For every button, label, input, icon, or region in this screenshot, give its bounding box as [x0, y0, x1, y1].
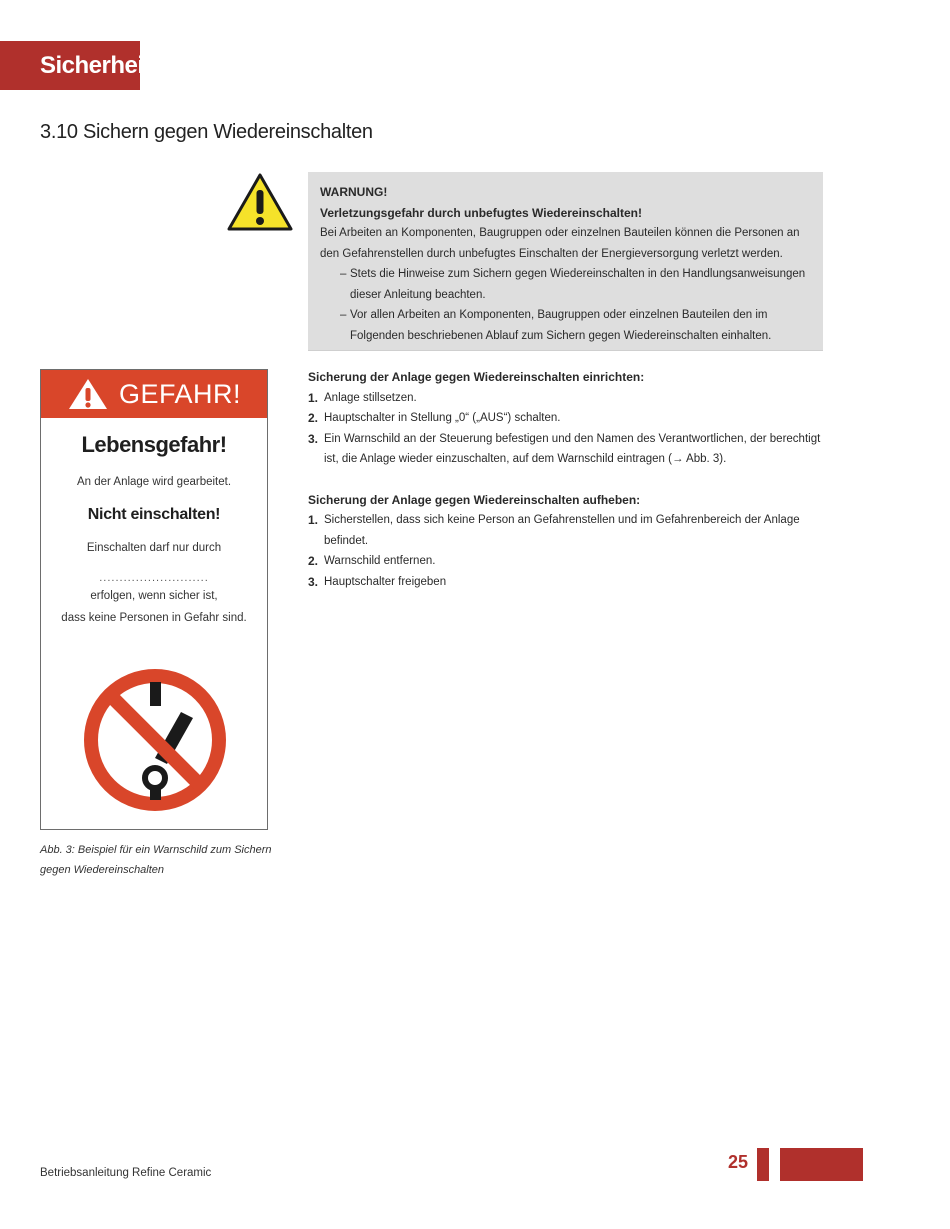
- sign-title: Lebensgefahr!: [81, 432, 227, 457]
- no-switch-on-icon: [81, 666, 229, 814]
- sign-text: An der Anlage wird gearbeitet.: [76, 476, 232, 488]
- sign-header: [41, 370, 267, 418]
- sign-header-text: GEFAHR!: [118, 378, 242, 409]
- step-item: [308, 408, 828, 429]
- step-number: 1.: [308, 513, 319, 527]
- step-number: 2.: [308, 411, 319, 425]
- sign-dotted-line: ...........................: [99, 572, 209, 584]
- page-number: 25: [727, 1152, 748, 1172]
- bullet-dash: –: [340, 309, 347, 321]
- procedure-heading: Sicherung der Anlage gegen Wiedereinschalten aufheben:: [308, 492, 641, 507]
- step-item: [308, 429, 828, 470]
- step-number: 3.: [308, 431, 319, 446]
- section-tab: Sicherheit: [0, 41, 140, 90]
- danger-sign: [40, 369, 268, 830]
- warning-body: Bei Arbeiten an Komponenten, Baugruppen oder einzelnen Bauteilen können die Personen an den Gefahrenstellen durch unbefugtes Einschalten der Energieversorgung verletzt werden.: [320, 227, 800, 260]
- step-text: Warnschild entfernen.: [324, 555, 436, 567]
- step-text: Anlage stillsetzen.: [324, 391, 417, 404]
- procedure-steps: [308, 510, 828, 592]
- document-name: Betriebsanleitung Refine Ceramic: [40, 1167, 212, 1179]
- step-text: Ein Warnschild an der Steuerung befestigen und den Namen des Verantwortlichen, der berechtigt ist, die Anlage wieder einzuschalten, auf dem Warnschild eintragen (→ Abb. 3).: [324, 432, 821, 465]
- warning-bullet: [320, 264, 811, 305]
- step-number: 2.: [308, 554, 319, 568]
- procedure-group: [308, 490, 828, 593]
- step-item: [308, 572, 828, 593]
- step-number: 3.: [308, 574, 319, 589]
- bullet-text: Stets die Hinweise zum Sichern gegen Wiedereinschalten in den Handlungsanweisungen dieser Anleitung beachten.: [350, 268, 806, 301]
- sign-text: dass keine Personen in Gefahr sind.: [61, 612, 247, 624]
- step-number: 1.: [308, 390, 319, 405]
- step-item: [308, 388, 828, 409]
- figure-caption: Abb. 3: Beispiel für ein Warnschild zum Sichern gegen Wiedereinschalten: [40, 844, 272, 876]
- bullet-dash: –: [340, 268, 347, 280]
- warning-triangle-icon: [226, 172, 294, 232]
- warning-headline: Verletzungsgefahr durch unbefugtes Wiedereinschalten!: [320, 205, 642, 220]
- step-item: [308, 551, 828, 572]
- step-text: Hauptschalter in Stellung „0“ („AUS“) schalten.: [324, 412, 561, 424]
- bullet-text: Vor allen Arbeiten an Komponenten, Baugruppen oder einzelnen Bauteilen den im Folgenden beschriebenen Ablauf zum Sichern gegen Wiedereinschalten einhalten.: [350, 309, 772, 342]
- procedure-heading: Sicherung der Anlage gegen Wiedereinschalten einrichten:: [308, 370, 645, 384]
- warning-box: [308, 172, 823, 351]
- exclamation-triangle-icon: [67, 377, 109, 411]
- sign-text: Einschalten darf nur durch: [86, 542, 222, 554]
- step-item: [308, 510, 828, 551]
- sign-text: erfolgen, wenn sicher ist,: [90, 590, 218, 602]
- sign-subtitle: Nicht einschalten!: [87, 506, 221, 523]
- step-text: Sicherstellen, dass sich keine Person an Gefahrenstellen und im Gefahrenbereich der Anlage befindet.: [324, 514, 800, 547]
- warning-label: WARNUNG!: [320, 185, 388, 199]
- footer-accent-bar: [780, 1148, 863, 1181]
- step-text: Hauptschalter freigeben: [324, 575, 447, 588]
- procedure-steps: [308, 388, 828, 470]
- warning-bullet: [320, 305, 811, 346]
- procedure-content: [308, 367, 828, 592]
- section-title: 3.10 Sichern gegen Wiedereinschalten: [40, 121, 373, 143]
- footer-accent-bar: [757, 1148, 769, 1181]
